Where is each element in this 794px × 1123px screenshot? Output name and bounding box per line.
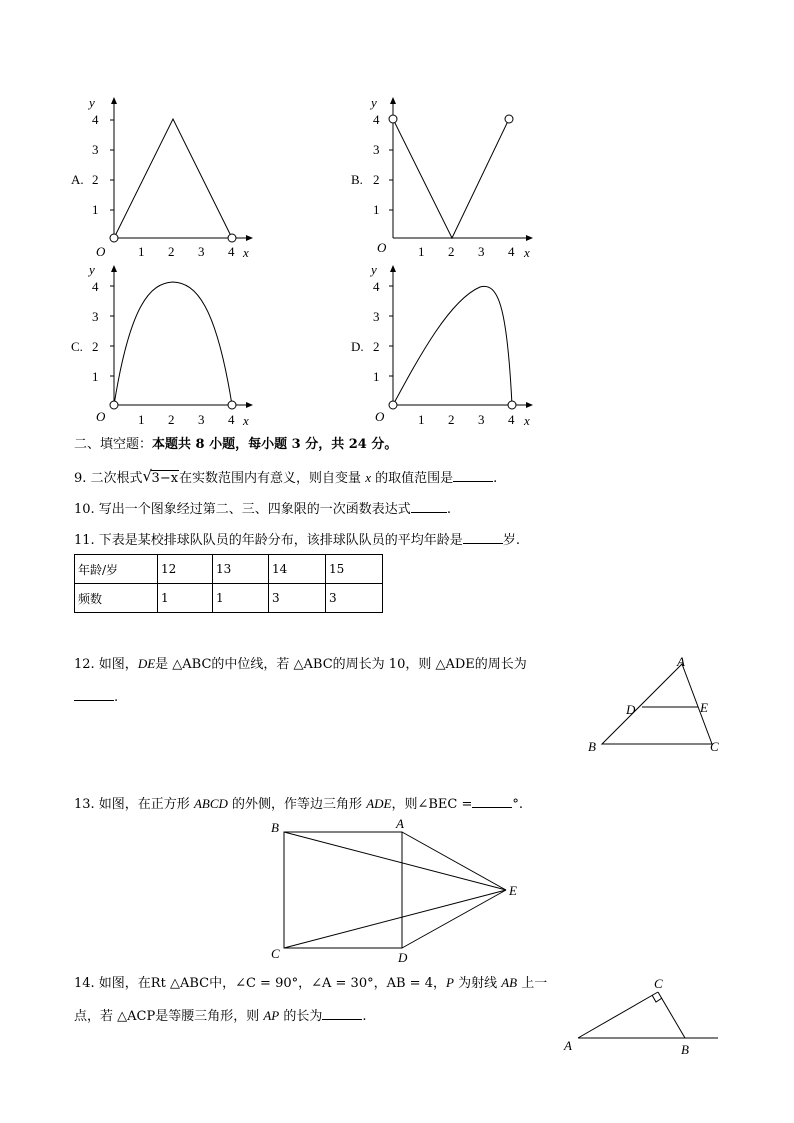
graph-c-x-label: x <box>243 413 249 428</box>
table-cell: 3 <box>326 584 383 613</box>
label-e: E <box>509 883 517 898</box>
graph-b-xtick-3: 3 <box>478 244 485 259</box>
q12-num: 12. 如图， <box>74 657 138 672</box>
question-11 <box>74 531 520 549</box>
graph-c-xtick-3: 3 <box>198 412 205 427</box>
right-triangle-figure <box>560 972 730 1062</box>
graph-d-ytick-2: 2 <box>373 339 380 354</box>
label-d: D <box>626 702 636 717</box>
graph-b-xtick-1: 1 <box>418 244 425 259</box>
graph-a-ytick-3: 3 <box>92 142 99 157</box>
option-d-label: D. <box>351 339 364 354</box>
graph-a-y-label: y <box>89 95 95 110</box>
graph-d-xtick-3: 3 <box>478 412 485 427</box>
q12-text: 是 △ABC的中位线，若 △ABC的周长为 10，则 △ADE的周长为 <box>155 657 527 672</box>
q11-text: 11. 下表是某校排球队队员的年龄分布，该排球队队员的平均年龄是 <box>74 533 463 548</box>
q14-end: . <box>362 1009 367 1024</box>
q12-answer-blank[interactable] <box>74 688 114 701</box>
graph-a-origin: O <box>96 244 106 259</box>
graph-a-xtick-3: 3 <box>198 244 205 259</box>
q14-ab: AB <box>501 975 518 990</box>
graph-a-x-label: x <box>243 245 249 260</box>
graph-a-ytick-4: 4 <box>92 112 99 127</box>
graph-c-ytick-3: 3 <box>92 309 99 324</box>
graph-d-ytick-1: 1 <box>373 369 380 384</box>
q13-text2: ，则∠BEC = <box>391 797 473 812</box>
q9-prefix: 9. 二次根式 <box>74 471 143 486</box>
graph-d-ytick-3: 3 <box>373 309 380 324</box>
q13-num: 13. 如图，在正方形 <box>74 797 190 812</box>
radicand: 3−x <box>151 471 179 486</box>
graph-a-xtick-4: 4 <box>228 244 235 259</box>
graph-d-x-label: x <box>524 413 530 428</box>
table-cell: 1 <box>158 584 213 613</box>
graph-c-curve <box>114 282 232 405</box>
q14-ap: AP <box>263 1008 280 1023</box>
graph-b-ytick-2: 2 <box>373 172 380 187</box>
table-cell: 3 <box>269 584 326 613</box>
q14-line1b: 为射线 <box>458 976 498 991</box>
question-13 <box>74 795 523 813</box>
section-heading <box>74 437 397 453</box>
graph-a-xtick-1: 1 <box>138 244 145 259</box>
graph-d <box>389 268 530 409</box>
table-cell: 年龄/岁 <box>75 555 158 584</box>
q10-end: . <box>446 502 451 517</box>
label-b: B <box>588 739 596 754</box>
graph-d-xtick-4: 4 <box>508 412 515 427</box>
q9-end: . <box>493 471 498 486</box>
q13-end: °. <box>512 797 524 812</box>
age-frequency-table <box>74 554 383 613</box>
graph-c-ytick-4: 4 <box>92 279 99 294</box>
graph-a <box>110 100 250 242</box>
q14-answer-blank[interactable] <box>322 1007 362 1020</box>
table-cell: 频数 <box>75 584 158 613</box>
question-10 <box>74 500 451 518</box>
q14-line2a: 点，若 △ACP是等腰三角形，则 <box>74 1009 260 1024</box>
graph-c-xtick-1: 1 <box>138 412 145 427</box>
q9-answer-blank[interactable] <box>453 469 493 482</box>
q13-square: ABCD <box>193 796 228 811</box>
q14-line1a: 14. 如图，在Rt △ABC中，∠C = 90°，∠A = 30°，AB = 4， <box>74 976 446 991</box>
question-12 <box>74 656 527 673</box>
graph-c-xtick-4: 4 <box>228 412 235 427</box>
label-a: A <box>564 1038 572 1053</box>
option-graphs <box>0 0 794 440</box>
graph-a-xtick-2: 2 <box>168 244 175 259</box>
graph-d-curve <box>393 286 512 405</box>
label-e: E <box>700 700 708 715</box>
graph-b-xtick-4: 4 <box>508 244 515 259</box>
option-c-label: C. <box>71 339 83 354</box>
graph-b-x-label: x <box>524 245 530 260</box>
graph-a-ytick-2: 2 <box>92 172 99 187</box>
option-a-label: A. <box>71 172 84 187</box>
section-prefix: 二、填空题： <box>74 437 153 452</box>
q12-end: . <box>114 690 119 705</box>
option-b-label: B. <box>351 172 363 187</box>
graph-c-ytick-1: 1 <box>92 369 99 384</box>
section-body: 本题共 8 小题，每小题 3 分，共 24 分。 <box>152 437 398 452</box>
graph-b-y-label: y <box>371 95 377 110</box>
q10-text: 10. 写出一个图象经过第二、三、四象限的一次函数表达式 <box>74 502 411 517</box>
question-9 <box>74 469 497 487</box>
label-d: D <box>398 950 408 964</box>
graph-d-origin: O <box>375 409 385 424</box>
sqrt-expression: √ 3−x <box>142 467 179 486</box>
q13-triangle: ADE <box>366 796 392 811</box>
table-cell: 15 <box>326 555 383 584</box>
q10-answer-blank[interactable] <box>411 500 447 513</box>
label-c: C <box>271 946 280 961</box>
q14-line1c: 上一 <box>521 976 548 991</box>
graph-a-ytick-1: 1 <box>92 202 99 217</box>
graph-c <box>110 268 250 409</box>
q9-var: x <box>365 470 371 485</box>
q11-answer-blank[interactable] <box>463 531 503 544</box>
table-cell: 14 <box>269 555 326 584</box>
q11-end: 岁. <box>502 533 520 548</box>
label-a: A <box>677 654 685 669</box>
label-c: C <box>710 739 719 754</box>
triangle-abc-figure <box>580 652 730 762</box>
graph-b-ytick-3: 3 <box>373 142 380 157</box>
label-b: B <box>271 820 279 835</box>
table-cell: 12 <box>158 555 213 584</box>
graph-d-ytick-4: 4 <box>373 279 380 294</box>
question-14 <box>74 975 547 992</box>
graph-d-y-label: y <box>371 262 377 277</box>
table-row <box>75 555 383 584</box>
label-c: C <box>654 976 663 991</box>
q14-p: P <box>445 975 454 990</box>
graph-b-ytick-4: 4 <box>373 112 380 127</box>
question-14-line2 <box>74 1007 367 1025</box>
table-cell: 1 <box>213 584 269 613</box>
graph-b-origin: O <box>377 240 387 255</box>
label-b: B <box>681 1042 689 1057</box>
graph-d-xtick-2: 2 <box>448 412 455 427</box>
graph-c-xtick-2: 2 <box>168 412 175 427</box>
graph-d-xtick-1: 1 <box>418 412 425 427</box>
graph-b-xtick-2: 2 <box>448 244 455 259</box>
square-triangle-figure <box>262 814 532 964</box>
graph-c-origin: O <box>96 409 106 424</box>
q14-line2b: 的长为 <box>283 1009 323 1024</box>
question-12-answer-line <box>74 688 118 706</box>
graph-c-ytick-2: 2 <box>92 339 99 354</box>
table-row <box>75 584 383 613</box>
graph-b-line <box>393 119 509 238</box>
graph-c-y-label: y <box>89 262 95 277</box>
graph-b-ytick-1: 1 <box>373 202 380 217</box>
table-cell: 13 <box>213 555 269 584</box>
graph-a-line <box>114 119 232 238</box>
q13-text1: 的外侧，作等边三角形 <box>232 797 363 812</box>
q13-answer-blank[interactable] <box>472 795 512 808</box>
graph-b <box>389 100 530 238</box>
label-a: A <box>396 816 404 831</box>
q9-suffix: 的取值范围是 <box>375 471 454 486</box>
q9-mid: 在实数范围内有意义，则自变量 <box>179 471 362 486</box>
q12-de: DE <box>137 656 156 671</box>
